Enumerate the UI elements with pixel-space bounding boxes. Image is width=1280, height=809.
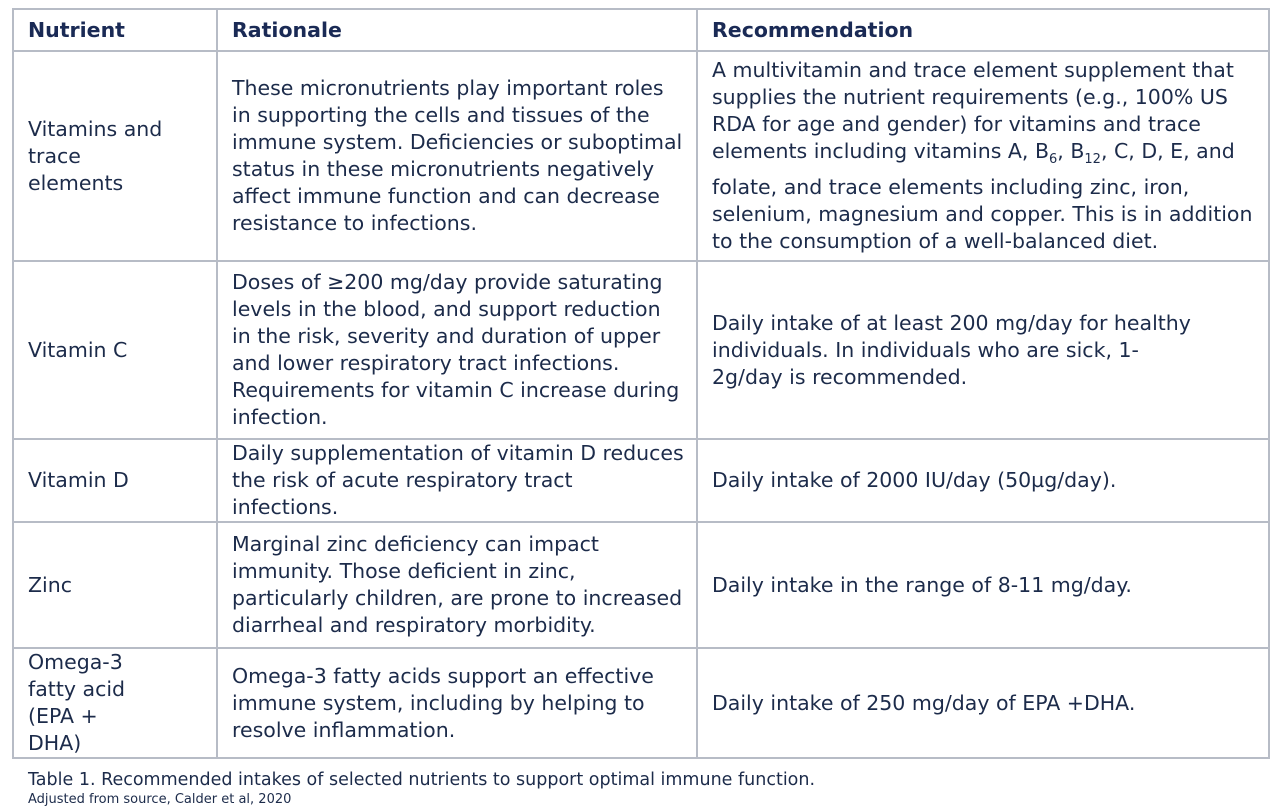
nutrient-cell: Vitamin C bbox=[13, 261, 217, 439]
nutrient-cell: Zinc bbox=[13, 522, 217, 648]
table-header-row bbox=[13, 9, 1269, 51]
table-row bbox=[13, 439, 1269, 522]
table-row bbox=[13, 648, 1269, 758]
subscript-6: 6 bbox=[1049, 152, 1058, 168]
rationale-cell: Omega-3 fatty acids support an effective immune system, including by helping to resolve inflammation. bbox=[217, 648, 697, 758]
rationale-cell: Marginal zinc deficiency can impact immunity. Those deficient in zinc, particularly children, are prone to increased diarrheal and respiratory morbidity. bbox=[217, 522, 697, 648]
recommendation-cell: Daily intake of 250 mg/day of EPA +DHA. bbox=[697, 648, 1269, 758]
table-caption: Table 1. Recommended intakes of selected nutrients to support optimal immune function. bbox=[28, 770, 816, 790]
recommendation-text: , C, D, E, and folate, and trace elements including zinc, iron, selenium, magnesium and copper. This is in addition to the consumption of a well-balanced diet. bbox=[712, 139, 1253, 253]
recommendation-cell bbox=[697, 51, 1269, 261]
recommendation-cell: Daily intake of 2000 IU/day (50µg/day). bbox=[697, 439, 1269, 522]
document bbox=[12, 8, 1268, 809]
header-rationale: Rationale bbox=[217, 9, 697, 51]
table-row bbox=[13, 261, 1269, 439]
recommendation-cell: Daily intake of at least 200 mg/day for healthy individuals. In individuals who are sick, 1-2g/day is recommended. bbox=[697, 261, 1269, 439]
nutrient-cell: Omega-3 fatty acid (EPA + DHA) bbox=[13, 648, 217, 758]
nutrient-cell: Vitamins and trace elements bbox=[13, 51, 217, 261]
rationale-cell: These micronutrients play important roles in supporting the cells and tissues of the immune system. Deficiencies or suboptimal status in these micronutrients negatively affect immune function and can decrease resistance to infections. bbox=[217, 51, 697, 261]
table-row bbox=[13, 51, 1269, 261]
nutrient-table bbox=[12, 8, 1270, 759]
source-note: Adjusted from source, Calder et al, 2020 bbox=[28, 792, 292, 807]
nutrient-cell: Vitamin D bbox=[13, 439, 217, 522]
rationale-cell: Daily supplementation of vitamin D reduces the risk of acute respiratory tract infections. bbox=[217, 439, 697, 522]
subscript-12: 12 bbox=[1084, 152, 1101, 168]
recommendation-text: A multivitamin and trace element supplement that supplies the nutrient requirements (e.g., 100% US RDA for age and gender) for vitamins and trace elements including vitamins A, B bbox=[712, 58, 1234, 164]
header-nutrient: Nutrient bbox=[13, 9, 217, 51]
header-recommendation: Recommendation bbox=[697, 9, 1269, 51]
table-row bbox=[13, 522, 1269, 648]
rationale-cell: Doses of ≥200 mg/day provide saturating levels in the blood, and support reduction in the risk, severity and duration of upper and lower respiratory tract infections. Requirements for vitamin C increase during infection. bbox=[217, 261, 697, 439]
recommendation-text: , B bbox=[1057, 139, 1085, 164]
recommendation-cell: Daily intake in the range of 8-11 mg/day. bbox=[697, 522, 1269, 648]
